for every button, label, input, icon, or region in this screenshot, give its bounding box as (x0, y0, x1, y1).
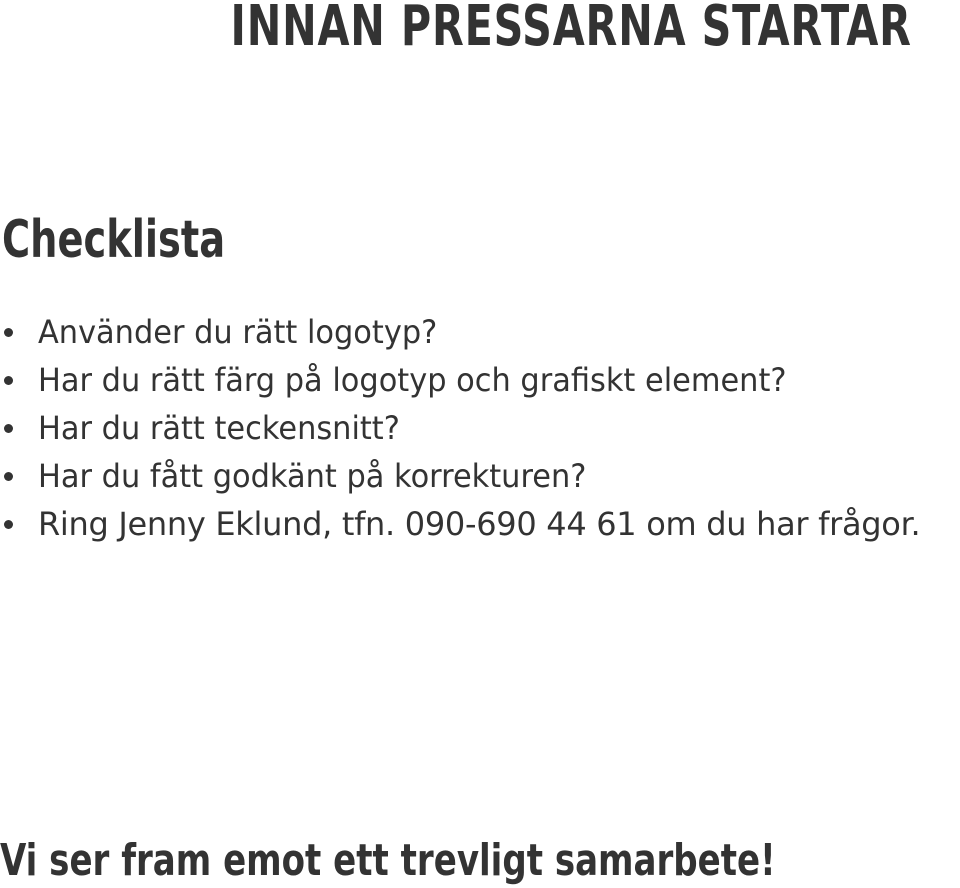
list-item (0, 452, 960, 500)
bullet-icon (4, 376, 13, 385)
list-item (0, 356, 960, 404)
bullet-icon (4, 424, 13, 433)
bullet-icon (4, 472, 13, 481)
bullet-icon (4, 328, 13, 337)
list-item (0, 308, 960, 356)
page-title: INNAN PRESSARNA STARTAR (230, 0, 912, 59)
list-item-text: Ring Jenny Eklund, tfn. 090-690 44 61 om du har frågor. (38, 505, 921, 543)
checklist (0, 308, 960, 548)
list-item-text: Har du fått godkänt på korrekturen? (38, 457, 587, 495)
checklist-heading: Checklista (2, 210, 226, 270)
bullet-icon (4, 520, 13, 529)
list-item-text: Använder du rätt logotyp? (38, 313, 438, 351)
list-item-text: Har du rätt färg på logotyp och grafiskt element? (38, 361, 787, 399)
list-item-text: Har du rätt teckensnitt? (38, 409, 400, 447)
list-item (0, 500, 960, 548)
closing-message: Vi ser fram emot ett trevligt samarbete! (0, 835, 776, 886)
list-item (0, 404, 960, 452)
